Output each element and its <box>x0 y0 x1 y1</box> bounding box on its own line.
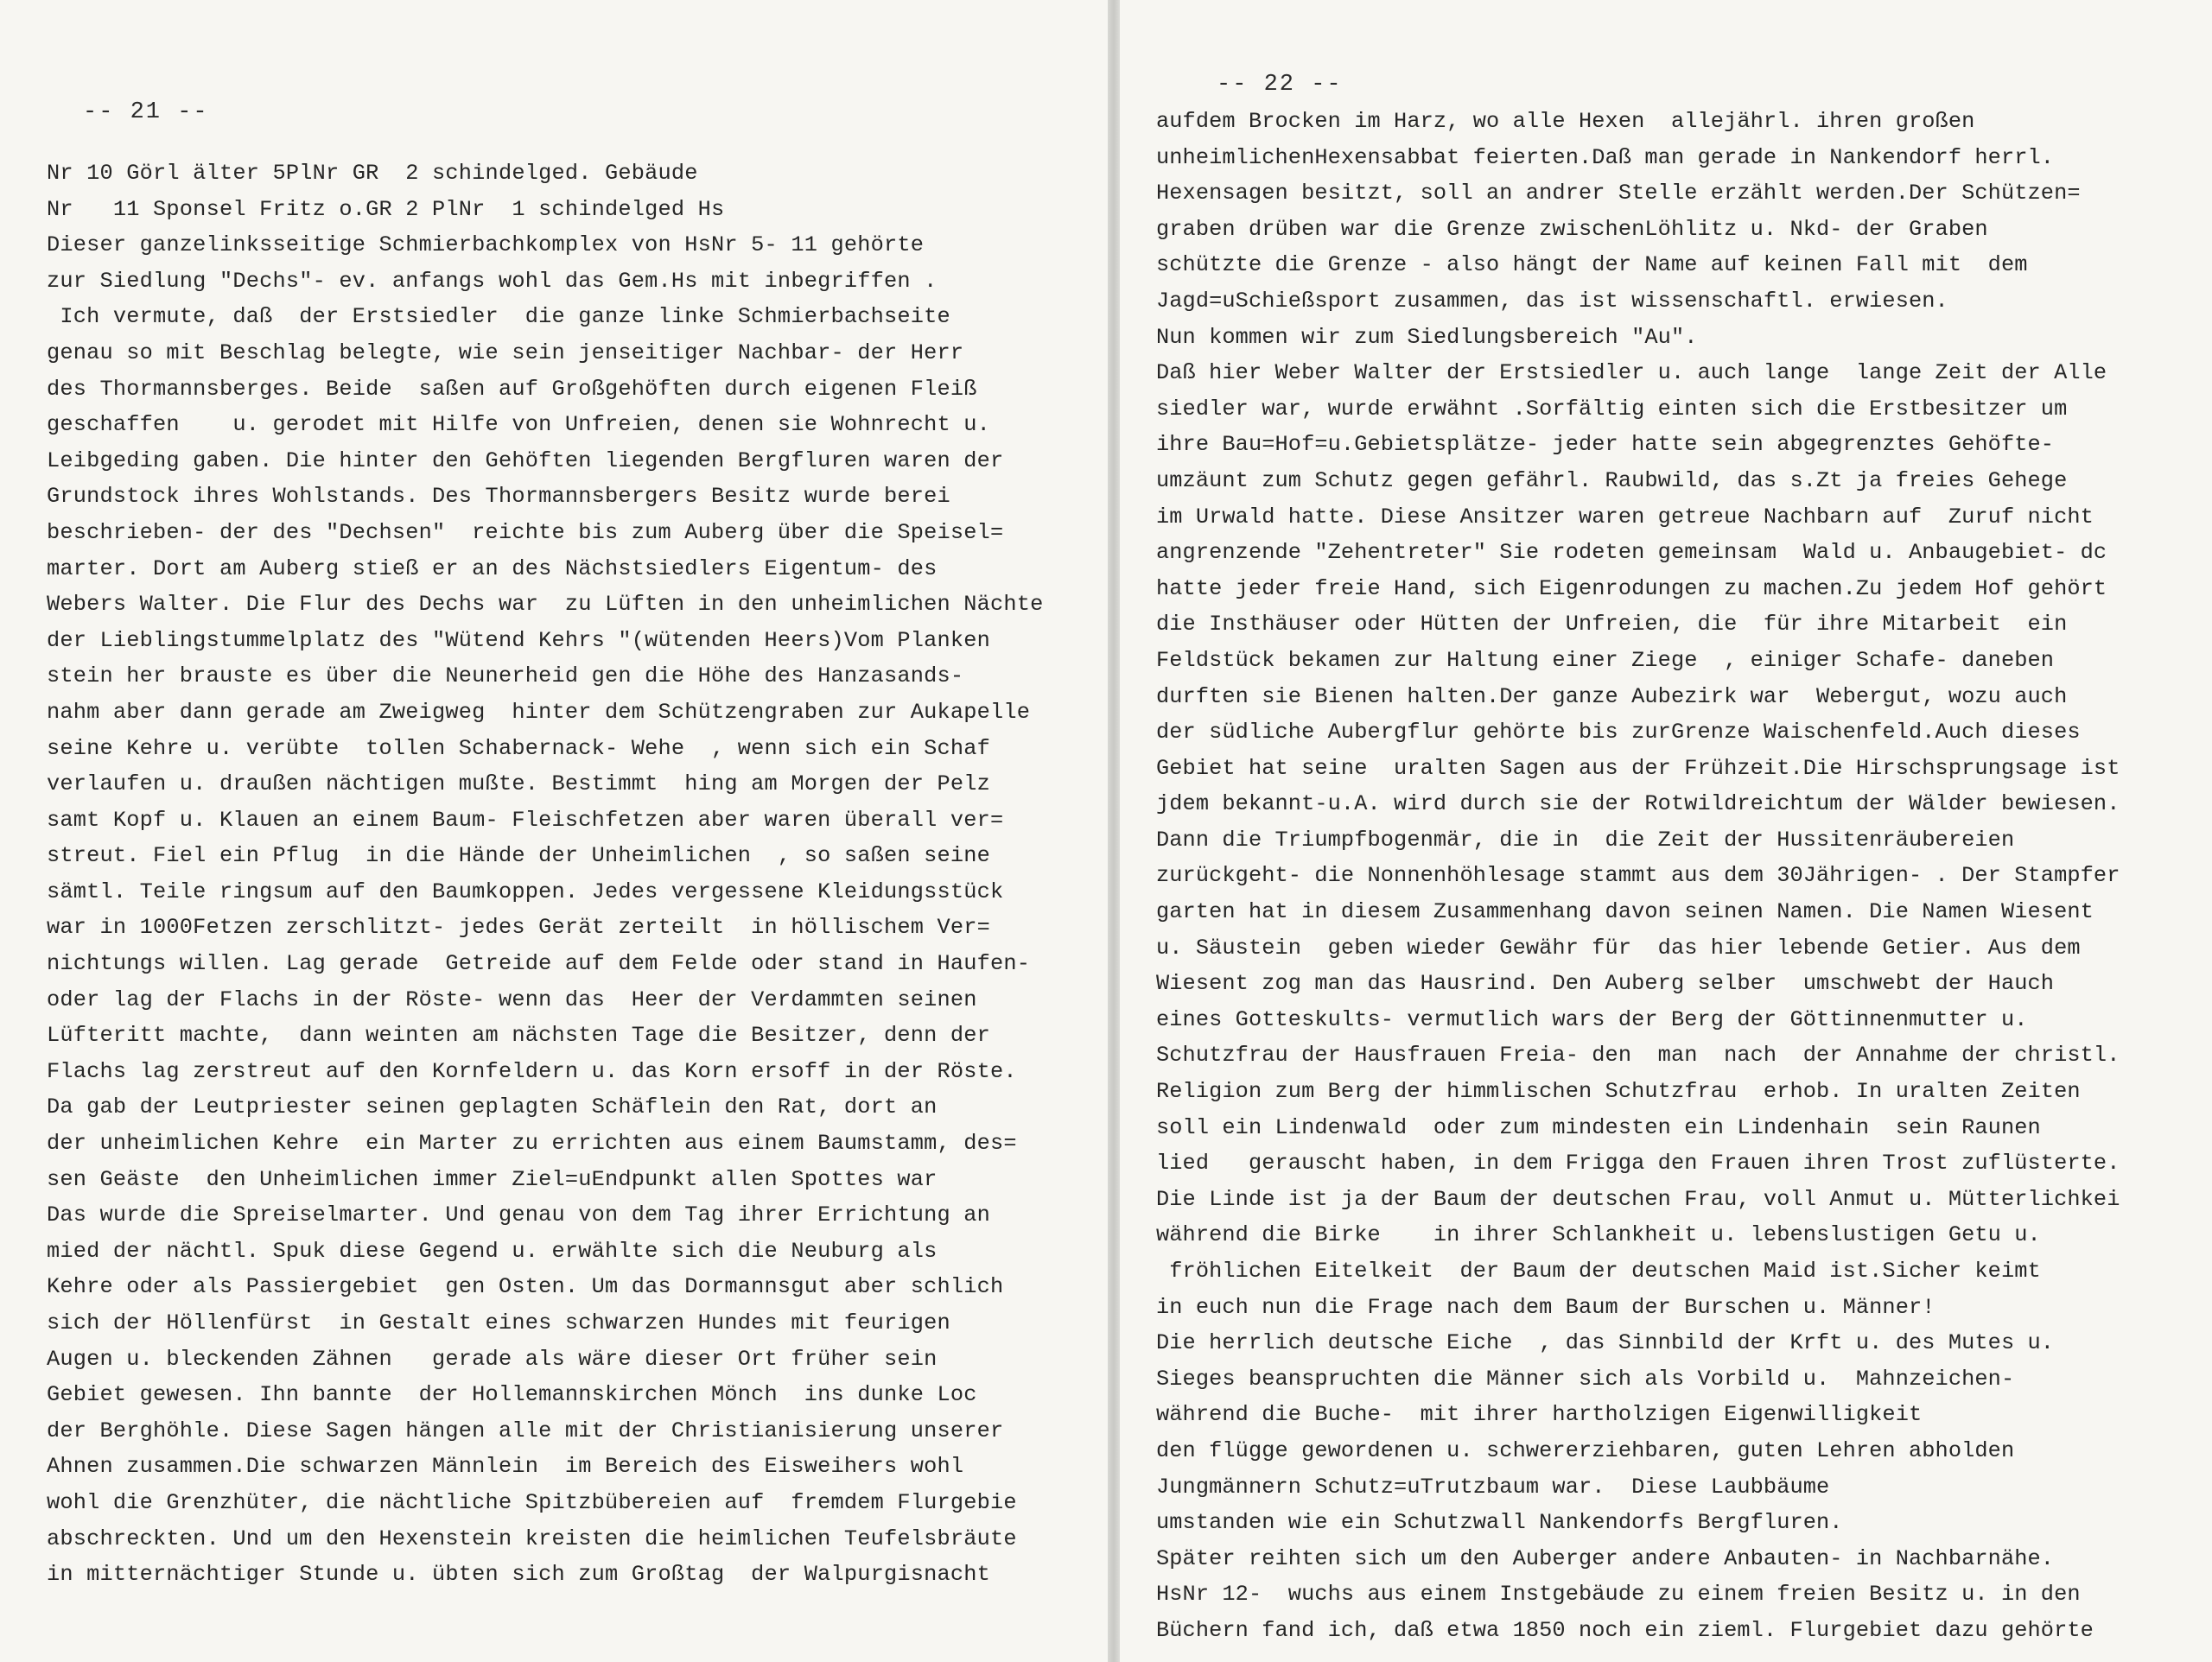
text-line: des Thormannsberges. Beide saßen auf Großgehöften durch eigenen Fleiß <box>47 376 977 402</box>
text-line: im Urwald hatte. Diese Ansitzer waren getreue Nachbarn auf Zuruf nicht <box>1156 504 2094 530</box>
text-line: Gebiet hat seine uralten Sagen aus der Frühzeit.Die Hirschsprungsage ist <box>1156 755 2120 781</box>
text-line: Feldstück bekamen zur Haltung einer Ziege , einiger Schafe- daneben <box>1156 647 2055 673</box>
text-line: Nr 10 Görl älter 5PlNr GR 2 schindelged. Gebäude <box>47 161 698 186</box>
text-line: genau so mit Beschlag belegte, wie sein jenseitiger Nachbar- der Herr <box>47 339 964 365</box>
text-line: nahm aber dann gerade am Zweigweg hinter dem Schützengraben zur Aukapelle <box>47 699 1031 725</box>
text-line: unheimlichenHexensabbat feierten.Daß man gerade in Nankendorf herrl. <box>1156 144 2055 170</box>
text-line: u. Säustein geben wieder Gewähr für das hier lebende Getier. Aus dem <box>1156 935 2081 961</box>
text-line: der unheimlichen Kehre ein Marter zu errichten aus einem Baumstamm, des= <box>47 1131 1017 1157</box>
text-line: schützte die Grenze - also hängt der Name auf keinen Fall mit dem <box>1156 252 2028 278</box>
text-line: zur Siedlung "Dechs"- ev. anfangs wohl das Gem.Hs mit inbegriffen . <box>47 268 938 294</box>
text-line: Hexensagen besitzt, soll an andrer Stelle erzählt werden.Der Schützen= <box>1156 181 2081 206</box>
text-line: sämtl. Teile ringsum auf den Baumkoppen. Jedes vergessene Kleidungsstück <box>47 879 1004 904</box>
text-line: Kehre oder als Passiergebiet gen Osten. Um das Dormannsgut aber schlich <box>47 1274 1004 1300</box>
text-line: Das wurde die Spreiselmarter. Und genau von dem Tag ihrer Errichtung an <box>47 1202 991 1228</box>
text-line: Schutzfrau der Hausfrauen Freia- den man nach der Annahme der christl. <box>1156 1043 2120 1069</box>
left-page-text <box>47 155 1108 1593</box>
right-page-text <box>1156 104 2212 1649</box>
text-line: stein her brauste es über die Neunerheid gen die Höhe des Hanzasands- <box>47 663 964 689</box>
text-line: sich der Höllenfürst in Gestalt eines schwarzen Hundes mit feurigen <box>47 1310 950 1335</box>
text-line: die Insthäuser oder Hütten der Unfreien, die für ihre Mitarbeit ein <box>1156 612 2068 638</box>
text-line: der südliche Aubergflur gehörte bis zurGrenze Waischenfeld.Auch dieses <box>1156 720 2081 745</box>
text-line: lied gerauscht haben, in dem Frigga den Frauen ihren Trost zuflüsterte. <box>1156 1151 2120 1177</box>
text-line: wohl die Grenzhüter, die nächtliche Spitzbübereien auf fremdem Flurgebie <box>47 1489 1017 1515</box>
text-line: der Berghöhle. Diese Sagen hängen alle mit der Christianisierung unserer <box>47 1418 1004 1443</box>
text-line: Flachs lag zerstreut auf den Kornfeldern u. das Korn ersoff in der Röste. <box>47 1058 1017 1084</box>
text-line: HsNr 12- wuchs aus einem Instgebäude zu einem freien Besitz u. in den <box>1156 1582 2081 1608</box>
text-line: Die herrlich deutsche Eiche , das Sinnbild der Krft u. des Mutes u. <box>1156 1330 2055 1356</box>
text-line: soll ein Lindenwald oder zum mindesten ein Lindenhain sein Raunen <box>1156 1114 2041 1140</box>
text-line: den flügge gewordenen u. schwererziehbaren, guten Lehren abholden <box>1156 1437 2015 1463</box>
text-line: umzäunt zum Schutz gegen gefährl. Raubwild, das s.Zt ja freies Gehege <box>1156 467 2068 493</box>
page-number: -- 22 -- <box>1217 72 1343 98</box>
text-line: Leibgeding gaben. Die hinter den Gehöften liegenden Bergfluren waren der <box>47 447 1004 473</box>
text-line: durften sie Bienen halten.Der ganze Aubezirk war Webergut, wozu auch <box>1156 683 2068 709</box>
text-line: Wiesent zog man das Hausrind. Den Auberg selber umschwebt der Hauch <box>1156 971 2055 997</box>
text-line: marter. Dort am Auberg stieß er an des Nächstsiedlers Eigentum- des <box>47 555 938 581</box>
text-line: zurückgeht- die Nonnenhöhlesage stammt aus dem 30Jährigen- . Der Stampfer <box>1156 863 2120 889</box>
text-line: der Lieblingstummelplatz des "Wütend Kehrs "(wütenden Heers)Vom Planken <box>47 627 991 653</box>
text-line: seine Kehre u. verübte tollen Schabernack- Wehe , wenn sich ein Schaf <box>47 735 991 761</box>
text-line: sen Geäste den Unheimlichen immer Ziel=uEndpunkt allen Spottes war <box>47 1166 938 1192</box>
text-line: Dann die Triumpfbogenmär, die in die Zeit der Hussitenräubereien <box>1156 827 2015 853</box>
text-line: fröhlichen Eitelkeit der Baum der deutschen Maid ist.Sicher keimt <box>1156 1259 2041 1284</box>
text-line: Webers Walter. Die Flur des Dechs war zu Lüften in den unheimlichen Nächte <box>47 592 1044 618</box>
text-line: Religion zum Berg der himmlischen Schutzfrau erhob. In uralten Zeiten <box>1156 1079 2081 1105</box>
text-line: Ich vermute, daß der Erstsiedler die ganze linke Schmierbachseite <box>47 304 950 330</box>
text-line: verlaufen u. draußen nächtigen mußte. Bestimmt hing am Morgen der Pelz <box>47 771 991 797</box>
text-line: Nun kommen wir zum Siedlungsbereich "Au". <box>1156 324 1698 350</box>
text-line: samt Kopf u. Klauen an einem Baum- Fleischfetzen aber waren überall ver= <box>47 807 1004 833</box>
text-line: nichtungs willen. Lag gerade Getreide auf dem Felde oder stand in Haufen- <box>47 951 1031 977</box>
text-line: Büchern fand ich, daß etwa 1850 noch ein zieml. Flurgebiet dazu gehörte <box>1156 1617 2094 1643</box>
text-line: geschaffen u. gerodet mit Hilfe von Unfreien, denen sie Wohnrecht u. <box>47 412 991 438</box>
text-line: Grundstock ihres Wohlstands. Des Thormannsbergers Besitz wurde berei <box>47 484 950 510</box>
text-line: Dieser ganzelinksseitige Schmierbachkomplex von HsNr 5- 11 gehörte <box>47 232 925 258</box>
text-line: Nr 11 Sponsel Fritz o.GR 2 PlNr 1 schindelged Hs <box>47 196 725 222</box>
text-line: ihre Bau=Hof=u.Gebietsplätze- jeder hatte sein abgegrenztes Gehöfte- <box>1156 432 2055 458</box>
text-line: garten hat in diesem Zusammenhang davon seinen Namen. Die Namen Wiesent <box>1156 899 2094 925</box>
text-line: eines Gotteskults- vermutlich wars der Berg der Göttinnenmutter u. <box>1156 1006 2028 1032</box>
text-line: während die Buche- mit ihrer hartholzigen Eigenwilligkeit <box>1156 1402 1923 1428</box>
text-line: Gebiet gewesen. Ihn bannte der Hollemannskirchen Mönch ins dunke Loc <box>47 1382 977 1408</box>
text-line: umstanden wie ein Schutzwall Nankendorfs Bergfluren. <box>1156 1510 1843 1536</box>
text-line: war in 1000Fetzen zerschlitzt- jedes Gerät zerteilt in höllischem Ver= <box>47 915 991 941</box>
text-line: Lüfteritt machte, dann weinten am nächsten Tage die Besitzer, denn der <box>47 1023 991 1049</box>
text-line: Jagd=uSchießsport zusammen, das ist wissenschaftl. erwiesen. <box>1156 288 1948 314</box>
text-line: streut. Fiel ein Pflug in die Hände der Unheimlichen , so saßen seine <box>47 843 991 869</box>
text-line: Sieges beanspruchten die Männer sich als Vorbild u. Mahnzeichen- <box>1156 1366 2015 1392</box>
text-line: während die Birke in ihrer Schlankheit u. lebenslustigen Getu u. <box>1156 1222 2041 1248</box>
text-line: Da gab der Leutpriester seinen geplagten Schäflein den Rat, dort an <box>47 1094 938 1120</box>
text-line: Die Linde ist ja der Baum der deutschen Frau, voll Anmut u. Mütterlichkei <box>1156 1186 2120 1212</box>
page-gutter <box>1108 0 1120 1662</box>
text-line: Später reihten sich um den Auberger andere Anbauten- in Nachbarnähe. <box>1156 1545 2055 1571</box>
text-line: in mitternächtiger Stunde u. übten sich zum Großtag der Walpurgisnacht <box>47 1562 991 1588</box>
right-page <box>1120 0 2212 1662</box>
text-line: Ahnen zusammen.Die schwarzen Männlein im Bereich des Eisweihers wohl <box>47 1454 964 1480</box>
text-line: abschreckten. Und um den Hexenstein kreisten die heimlichen Teufelsbräute <box>47 1526 1017 1551</box>
page-number: -- 21 -- <box>83 99 209 125</box>
text-line: Daß hier Weber Walter der Erstsiedler u. auch lange lange Zeit der Alle <box>1156 360 2107 386</box>
text-line: Augen u. bleckenden Zähnen gerade als wäre dieser Ort früher sein <box>47 1346 938 1372</box>
text-line: oder lag der Flachs in der Röste- wenn das Heer der Verdammten seinen <box>47 986 977 1012</box>
text-line: jdem bekannt-u.A. wird durch sie der Rotwildreichtum der Wälder bewiesen. <box>1156 791 2120 817</box>
text-line: aufdem Brocken im Harz, wo alle Hexen allejährl. ihren großen <box>1156 109 1975 134</box>
text-line: angrenzende "Zehentreter" Sie rodeten gemeinsam Wald u. Anbaugebiet- dc <box>1156 540 2107 566</box>
text-line: hatte jeder freie Hand, sich Eigenrodungen zu machen.Zu jedem Hof gehört <box>1156 575 2107 601</box>
text-line: mied der nächtl. Spuk diese Gegend u. erwählte sich die Neuburg als <box>47 1238 938 1264</box>
text-line: graben drüben war die Grenze zwischenLöhlitz u. Nkd- der Graben <box>1156 216 1988 242</box>
text-line: Jungmännern Schutz=uTrutzbaum war. Diese Laubbäume <box>1156 1474 1830 1500</box>
text-line: siedler war, wurde erwähnt .Sorfältig einten sich die Erstbesitzer um <box>1156 396 2068 422</box>
text-line: beschrieben- der des "Dechsen" reichte bis zum Auberg über die Speisel= <box>47 519 1004 545</box>
text-line: in euch nun die Frage nach dem Baum der Burschen u. Männer! <box>1156 1294 1936 1320</box>
